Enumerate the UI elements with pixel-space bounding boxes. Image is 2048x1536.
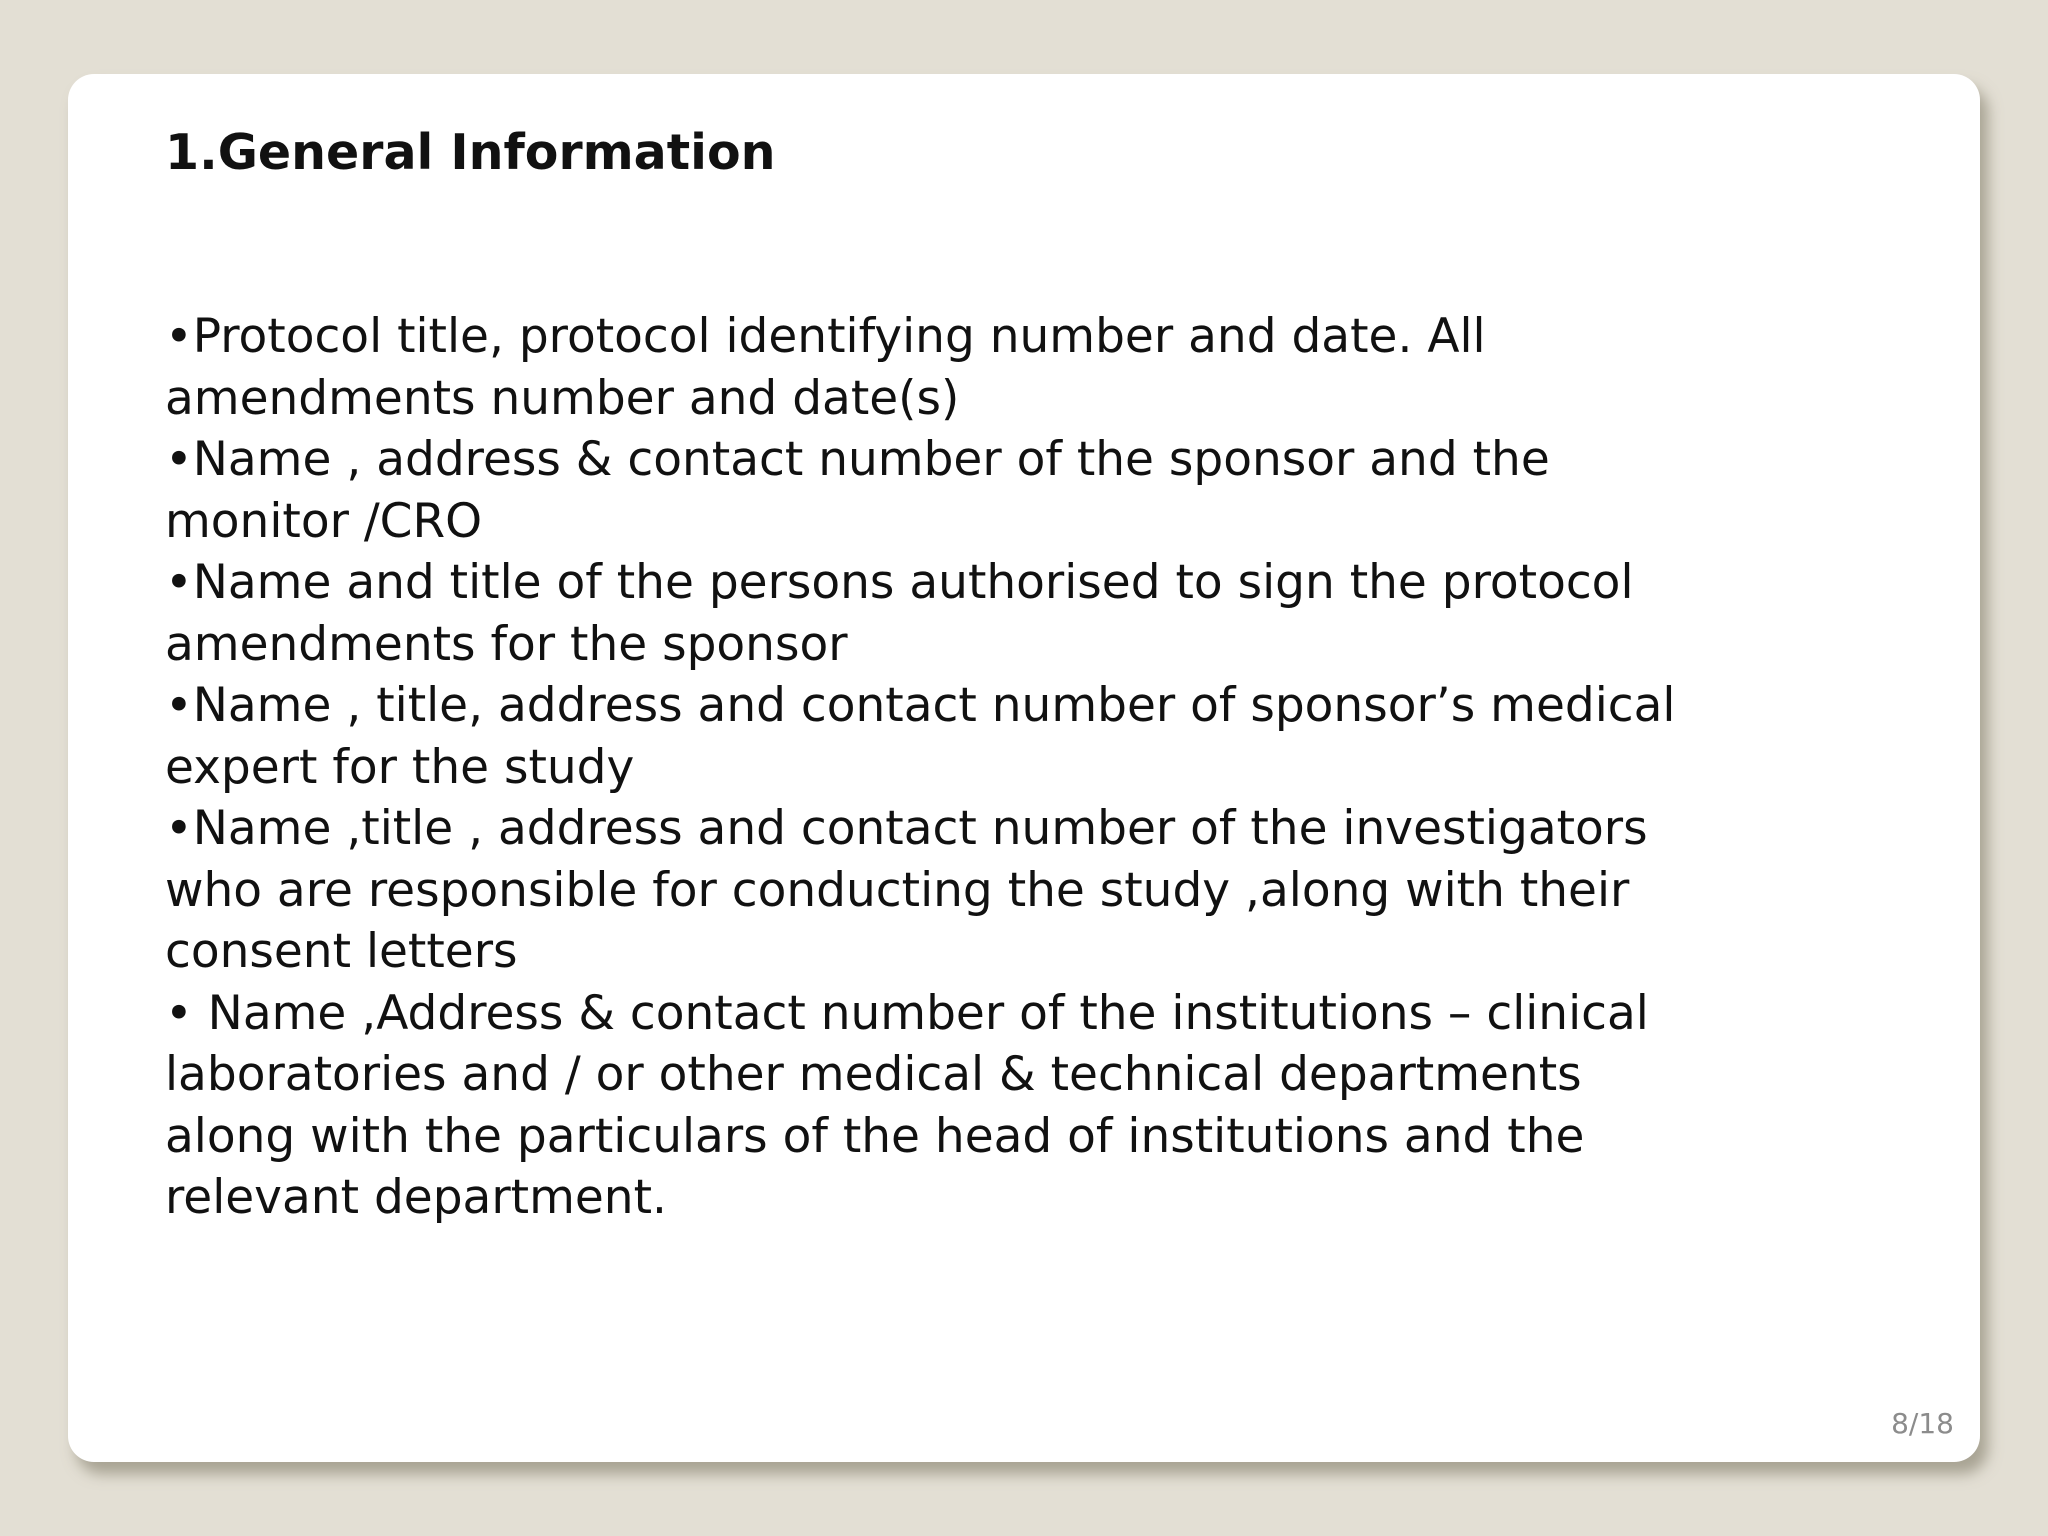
bullet-line: laboratories and / or other medical & technical departments (165, 1047, 1582, 1102)
bullet-item-protocol-title (165, 306, 1925, 429)
bullet-line: who are responsible for conducting the study ,along with their (165, 862, 1630, 918)
bullet-item-medical-expert (165, 675, 1925, 798)
bullet-item-institutions (165, 983, 1925, 1229)
bullet-line: •Name , address & contact number of the sponsor and the (165, 432, 1550, 487)
bullet-line: consent letters (165, 924, 518, 979)
bullet-item-investigators (165, 798, 1925, 983)
bullet-line: • Name ,Address & contact number of the institutions – clinical (165, 985, 1649, 1041)
bullet-line: expert for the study (165, 739, 635, 795)
bullet-line: •Name , title, address and contact number of sponsor’s medical (165, 678, 1676, 733)
bullet-line: monitor /CRO (165, 493, 483, 549)
bullet-line: amendments for the sponsor (165, 616, 848, 672)
bullet-line: relevant department. (165, 1170, 667, 1225)
bullet-line: along with the particulars of the head of institutions and the (165, 1108, 1585, 1164)
bullet-line: •Name and title of the persons authorised to sign the protocol (165, 555, 1634, 610)
bullet-item-sponsor-contact (165, 429, 1925, 552)
bullet-line: •Protocol title, protocol identifying number and date. All (165, 309, 1486, 364)
slide-title: 1.General Information (165, 124, 776, 181)
bullet-line: •Name ,title , address and contact number of the investigators (165, 801, 1648, 856)
bullet-line: amendments number and date(s) (165, 370, 960, 426)
slide-body (165, 306, 1925, 1229)
page-number: 8/18 (1891, 1407, 1954, 1440)
bullet-item-authorised-persons (165, 552, 1925, 675)
slide-card (68, 74, 1980, 1462)
